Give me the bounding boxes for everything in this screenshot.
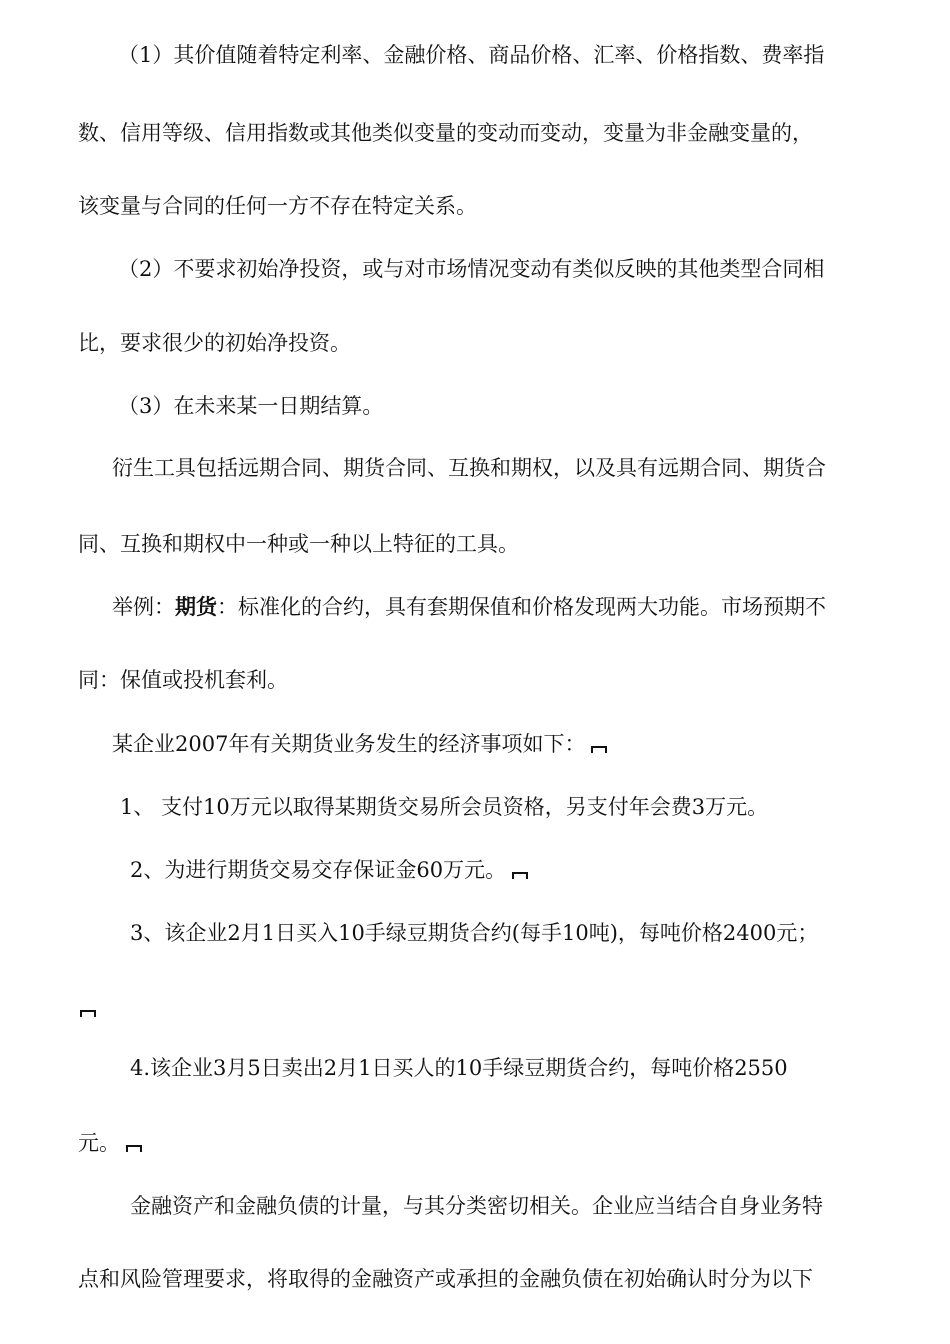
paragraph-line: （3）在未来某一日期结算。 xyxy=(118,394,384,418)
paragraph-line: 数、信用等级、信用指数或其他类似变量的变动而变动，变量为非金融变量的， xyxy=(78,121,813,145)
bracket-mark-icon xyxy=(126,1145,142,1152)
example-text: 标准化的合约，具有套期保值和价格发现两大功能 xyxy=(238,595,700,619)
list-item xyxy=(130,857,930,883)
bracket-mark-icon xyxy=(512,872,528,879)
paragraph-line: 点和风险管理要求，将取得的金融资产或承担的金融负债在初始确认时分为以下 xyxy=(78,1267,813,1291)
paragraph-line: 同、互换和期权中一种或一种以上特征的工具。 xyxy=(78,532,519,556)
bracket-mark-icon xyxy=(80,1010,96,1017)
paragraph-line xyxy=(112,731,912,757)
example-prefix: 举例： xyxy=(112,595,175,619)
paragraph-text: 某企业2007年有关期货业务发生的经济事项如下： xyxy=(112,732,586,756)
paragraph-line: 金融资产和金融负债的计量，与其分类密切相关。企业应当结合自身业务特 xyxy=(130,1194,823,1218)
paragraph-text: 元。 xyxy=(78,1131,120,1155)
example-separator: ： xyxy=(217,595,238,619)
paragraph-line: （2）不要求初始净投资，或与对市场情况变动有类似反映的其他类型合同相 xyxy=(118,257,825,281)
paragraph-line: （1）其价值随着特定利率、金融价格、商品价格、汇率、价格指数、费率指 xyxy=(118,43,825,67)
paragraph-line: 同：保值或投机套利。 xyxy=(78,668,288,692)
paragraph-line: 比，要求很少的初始净投资。 xyxy=(78,331,351,355)
paragraph-line xyxy=(78,1130,878,1156)
list-item: 3、该企业2月1日买入10手绿豆期货合约(每手10吨)，每吨价格2400元； xyxy=(130,921,819,945)
list-item-text: 2、为进行期货交易交存保证金60万元。 xyxy=(130,858,507,882)
list-item: 4.该企业3月5日卖出2月1日买人的10手绿豆期货合约，每吨价格2550 xyxy=(130,1056,788,1080)
example-tail: 。市场预期不 xyxy=(700,595,826,619)
example-term: 期货 xyxy=(175,594,217,619)
example-line xyxy=(112,594,912,620)
paragraph-line: 该变量与合同的任何一方不存在特定关系。 xyxy=(78,194,477,218)
paragraph-line: 衍生工具包括远期合同、期货合同、互换和期权，以及具有远期合同、期货合 xyxy=(112,456,826,480)
list-item: 1、 支付10万元以取得某期货交易所会员资格，另支付年会费3万元。 xyxy=(120,795,769,819)
bracket-mark-icon xyxy=(591,746,607,753)
